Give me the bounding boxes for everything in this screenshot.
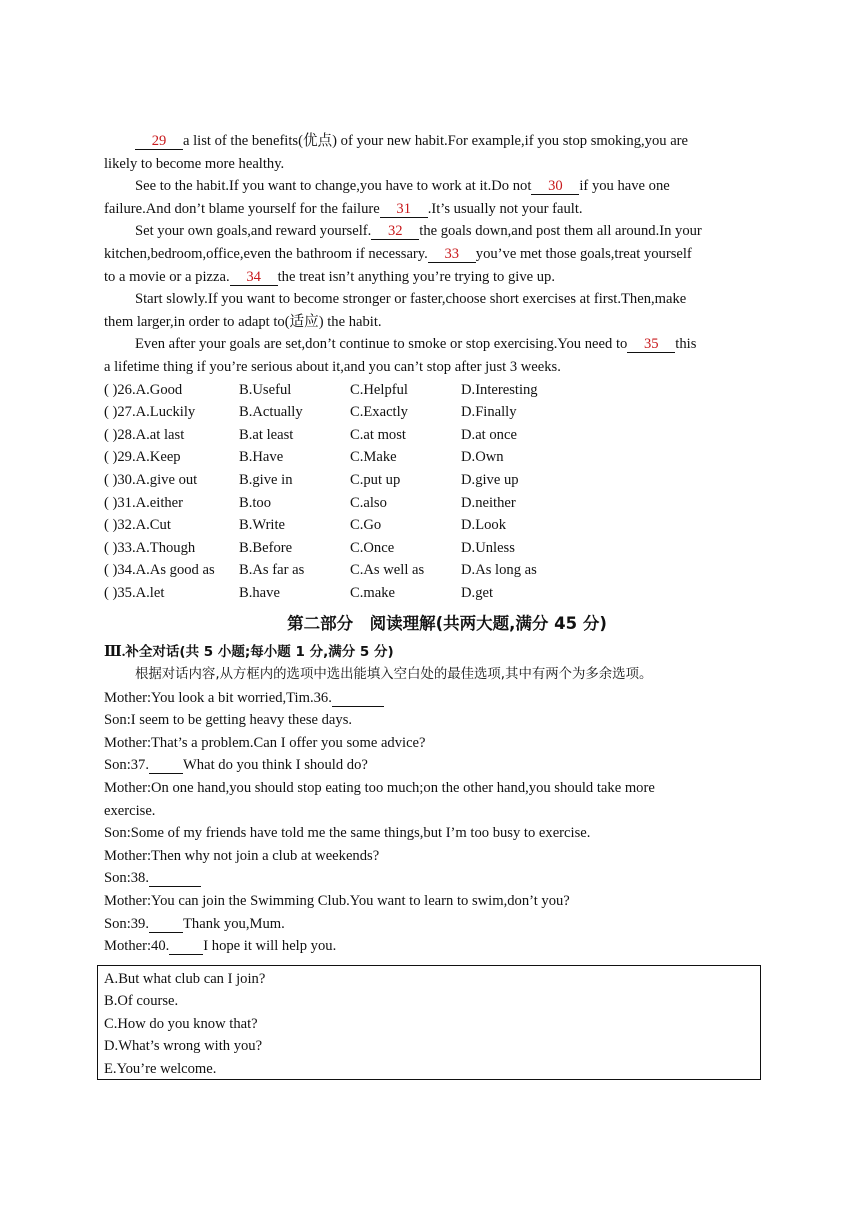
- options-box: [97, 965, 761, 1080]
- answer-blank-33: [428, 246, 476, 263]
- choice-option[interactable]: ( )33.A.Though: [104, 539, 196, 556]
- choice-option[interactable]: ( )32.A.Cut: [104, 517, 171, 534]
- dialogue-line: [104, 800, 764, 823]
- dialogue-text: Son:37.: [104, 757, 150, 774]
- choice-option: C.at most: [350, 426, 406, 443]
- passage-text: Set your own goals,and reward yourself.: [135, 223, 372, 240]
- dialogue-text: Son:39.: [104, 915, 150, 932]
- dialogue-line: [104, 935, 764, 958]
- dialogue-blank[interactable]: [149, 757, 183, 774]
- choice-option: D.As long as: [461, 562, 537, 579]
- choice-option: D.Unless: [461, 539, 515, 556]
- choice-row: [104, 514, 764, 537]
- choice-option[interactable]: ( )35.A.let: [104, 584, 165, 601]
- answer-blank-35: [627, 336, 675, 353]
- choice-option[interactable]: ( )34.A.As good as: [104, 562, 215, 579]
- choice-option[interactable]: ( )26.A.Good: [104, 381, 183, 398]
- passage-line: likely to become more healthy.: [104, 155, 285, 172]
- passage-text: this: [675, 336, 697, 353]
- choice-option: C.make: [350, 584, 395, 601]
- choice-row: [104, 559, 764, 582]
- choice-row: [104, 446, 764, 469]
- dialogue-text: Son:38.: [104, 870, 150, 887]
- passage-line: [104, 198, 764, 221]
- cloze-passage: [104, 130, 764, 958]
- dialogue-text: exercise.: [104, 802, 156, 819]
- choice-option: B.Have: [239, 449, 284, 466]
- choice-option: B.As far as: [239, 562, 305, 579]
- subsection-title: [104, 641, 764, 664]
- passage-line: [104, 333, 764, 356]
- roman-numeral: Ⅲ.: [104, 644, 126, 661]
- passage-text: the goals down,and post them all around.In your: [419, 223, 702, 240]
- passage-line: [104, 175, 764, 198]
- dialogue-text: Mother:You look a bit worried,Tim.36.: [104, 689, 332, 706]
- passage-text: failure.And don’t blame yourself for the failure: [104, 200, 380, 217]
- dialogue-text: Thank you,Mum.: [183, 915, 285, 932]
- choice-option[interactable]: ( )29.A.Keep: [104, 449, 181, 466]
- dialogue-line: [104, 777, 764, 800]
- choice-option: D.get: [461, 584, 494, 601]
- passage-text: Even after your goals are set,don’t continue to smoke or stop exercising.You need to: [135, 336, 628, 353]
- choice-option: B.give in: [239, 471, 293, 488]
- choice-option: B.Actually: [239, 404, 303, 421]
- choice-option[interactable]: ( )30.A.give out: [104, 471, 198, 488]
- dialogue-line: [104, 687, 764, 710]
- choice-option[interactable]: ( )31.A.either: [104, 494, 184, 511]
- blank-number: 30: [548, 178, 563, 195]
- choice-row: [104, 401, 764, 424]
- choice-option: D.give up: [461, 471, 519, 488]
- choice-option: B.too: [239, 494, 272, 511]
- choice-option: B.have: [239, 584, 280, 601]
- dialogue-text: Mother:40.: [104, 938, 170, 955]
- dialogue-text: What do you think I should do?: [183, 757, 368, 774]
- choice-option: C.also: [350, 494, 387, 511]
- dialogue-line: [104, 732, 764, 755]
- choice-row: [104, 582, 764, 605]
- dialogue-blank[interactable]: [169, 938, 203, 955]
- dialogue-line: [104, 754, 764, 777]
- blank-number: 29: [151, 133, 167, 149]
- choice-option: D.neither: [461, 494, 516, 511]
- blank-number: 35: [644, 336, 659, 353]
- choice-option: C.Go: [350, 517, 382, 534]
- blank-number: 33: [444, 245, 460, 262]
- choice-row: [104, 537, 764, 560]
- choice-list: [104, 379, 764, 605]
- dialogue-blank[interactable]: [149, 870, 201, 887]
- option-item: A.But what club can I join?: [104, 971, 266, 987]
- option-item: C.How do you know that?: [104, 1015, 258, 1032]
- choice-option[interactable]: ( )27.A.Luckily: [104, 404, 196, 421]
- choice-option: D.Look: [461, 517, 506, 534]
- subsection-label: 补全对话(共 5 小题;每小题 1 分,满分 5 分): [125, 644, 394, 661]
- dialogue-text: Mother:On one hand,you should stop eating too much;on the other hand,you should take more: [104, 780, 655, 797]
- passage-text: to a movie or a pizza.: [104, 268, 230, 285]
- choice-option: C.As well as: [350, 562, 425, 579]
- passage-line: [104, 266, 764, 289]
- passage-text: the treat isn’t anything you’re trying to give up.: [277, 268, 555, 285]
- answer-blank-29: [135, 133, 183, 150]
- choice-option[interactable]: ( )28.A.at last: [104, 426, 185, 443]
- choice-option: C.Helpful: [350, 381, 408, 398]
- dialogue-text: Mother:Then why not join a club at weekends?: [104, 847, 380, 864]
- answer-blank-31: [380, 201, 428, 218]
- choice-option: B.Write: [239, 517, 286, 534]
- choice-option: C.Exactly: [350, 404, 408, 421]
- blank-number: 32: [387, 223, 403, 240]
- choice-option: B.Before: [239, 539, 293, 556]
- dialogue-line: [104, 890, 764, 913]
- choice-option: D.Finally: [461, 404, 517, 421]
- dialogue-text: Son:I seem to be getting heavy these days.: [104, 712, 353, 729]
- answer-blank-34: [230, 269, 278, 286]
- dialogue-line: [104, 822, 764, 845]
- section-title: 第二部分 阅读理解(共两大题,满分 45 分): [287, 614, 607, 634]
- dialogue-line: [104, 913, 764, 936]
- choice-option: D.at once: [461, 426, 517, 443]
- dialogue-blank[interactable]: [149, 916, 183, 933]
- dialogue-text: Mother:You can join the Swimming Club.You want to learn to swim,don’t you?: [104, 893, 570, 909]
- choice-option: C.Make: [350, 449, 397, 466]
- dialogue-line: [104, 709, 764, 732]
- choice-row: [104, 424, 764, 447]
- passage-line: them larger,in order to adapt to(适应) the habit.: [104, 313, 382, 330]
- dialogue-text: I hope it will help you.: [203, 938, 337, 955]
- dialogue-line: [104, 845, 764, 868]
- choice-option: D.Own: [461, 449, 504, 466]
- choice-option: D.Interesting: [461, 381, 538, 398]
- blank-number: 34: [246, 268, 261, 285]
- choice-option: C.Once: [350, 539, 395, 556]
- answer-blank-32: [371, 223, 419, 240]
- choice-row: [104, 379, 764, 402]
- dialogue-blank[interactable]: [332, 690, 384, 707]
- passage-text: you’ve met those goals,treat yourself: [475, 245, 692, 262]
- choice-option: C.put up: [350, 471, 401, 488]
- option-item: B.Of course.: [104, 993, 179, 1010]
- choice-row: [104, 469, 764, 492]
- passage-line: Start slowly.If you want to become stronger or faster,choose short exercises at first.Then,make: [135, 291, 687, 308]
- passage-line: a lifetime thing if you’re serious about it,and you can’t stop after just 3 weeks.: [104, 358, 561, 375]
- passage-text: See to the habit.If you want to change,you have to work at it.Do not: [135, 178, 532, 195]
- option-item: E.You’re welcome.: [104, 1060, 217, 1077]
- passage-text: kitchen,bedroom,office,even the bathroom if necessary.: [104, 245, 428, 262]
- passage-text: if you have one: [579, 178, 670, 195]
- dialogue-line: [104, 867, 764, 890]
- passage-text: .It’s usually not your fault.: [427, 200, 583, 217]
- passage-line: [104, 243, 764, 266]
- passage-line: [104, 130, 764, 153]
- blank-number: 31: [396, 200, 411, 217]
- answer-blank-30: [531, 178, 579, 195]
- dialogue-text: Mother:That’s a problem.Can I offer you some advice?: [104, 734, 426, 751]
- passage-line: [104, 220, 764, 243]
- dialogue-text: Son:Some of my friends have told me the same things,but I’m too busy to exercise.: [104, 825, 591, 842]
- instruction-text: 根据对话内容,从方框内的选项中选出能填入空白处的最佳选项,其中有两个为多余选项。: [135, 667, 653, 683]
- choice-option: B.at least: [239, 426, 294, 443]
- dialogue: [104, 687, 764, 958]
- option-item: D.What’s wrong with you?: [104, 1038, 263, 1055]
- choice-option: B.Useful: [239, 381, 292, 398]
- choice-row: [104, 492, 764, 515]
- passage-text: a list of the benefits(优点) of your new habit.For example,if you stop smoking,you are: [183, 133, 689, 149]
